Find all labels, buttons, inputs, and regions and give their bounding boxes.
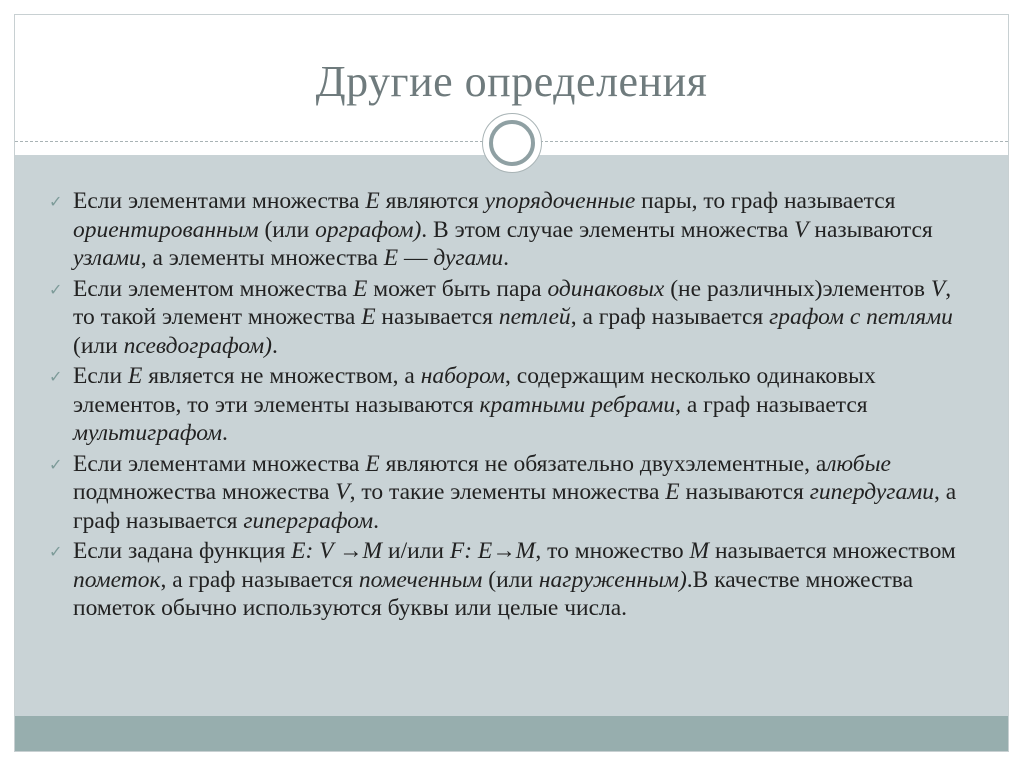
bullet-text-segment: может быть пара [367,275,548,302]
bullet-text-segment: — [398,245,434,271]
bullet-text-segment: нагруженным) [538,566,687,593]
bullet-text-segment: , а граф называется [160,566,359,593]
bullet-item [49,537,969,623]
bullet-text-segment: E [365,450,380,477]
bullet-text-segment: , а граф называется [73,479,957,534]
bullet-text-segment: E [365,188,380,214]
bullet-text-segment: упорядоченные [484,188,636,214]
bullet-text-segment: E [383,245,399,271]
bullet-text-segment: E [665,479,680,505]
bullet-text-segment: дугами [433,245,504,271]
bullet-item [49,275,969,361]
bullet-text-segment: .В качестве множества пометок обычно используются буквы или целые числа. [73,566,914,621]
bullet-text-segment: , содержащим несколько одинаковых элементов, то эти элементы называются [73,363,876,418]
bullet-text-segment: E [361,304,376,330]
bullet-text-segment: Если элементами множества [73,188,366,214]
bullet-text-segment: является не множеством, а [142,363,421,389]
bullet-text-segment: , а граф называется [570,304,770,330]
slide-title: Другие определения [315,56,708,106]
bullet-text-segment: одинаковых [547,275,665,302]
bullet-text-segment: помеченным [358,566,483,593]
bullet-text-segment: . [503,245,509,271]
bullet-text-segment: . [272,332,278,359]
bottom-band [15,716,1008,751]
bullet-text-segment: называется множеством [709,538,956,564]
bullet-text-segment: , а граф называется [675,391,868,418]
bullet-text-segment: Если задана функция [73,538,292,564]
bullet-text-segment: F: E [449,538,493,564]
bullet-text-segment: называются [679,479,810,505]
bullet-text-segment: . [222,420,228,446]
bullet-item [49,362,969,448]
bullet-text-segment: , то такой элемент множества [73,275,952,330]
checkmark-icon: ✓ [49,279,63,299]
bullet-text-segment: , а элементы множества [140,245,384,271]
bullet-text-segment: псевдографом) [123,332,273,359]
bullet-text-segment: узлами [73,245,141,271]
bullet-text-segment: → [492,538,516,564]
checkmark-icon: ✓ [49,454,63,474]
bullet-text-segment: (или [73,332,124,359]
bullet-text-segment: E [353,275,368,302]
bullet-text-segment: являются не обязательно двухэлементные, а [379,450,827,477]
bullet-text-segment: графом с петлями [769,304,953,330]
bullet-text-segment: V [335,479,350,505]
circle-ornament-icon [482,113,542,173]
bullet-text-segment: называется [375,304,499,330]
bullet-text-segment: набором [420,363,506,389]
bullet-text-segment: подмножества множества [73,479,336,505]
slide-frame [14,14,1009,752]
bullet-text-segment: гипердугами [809,479,934,505]
bullet-text-segment: V [930,275,946,302]
bullet-text-segment: мультиграфом [73,420,223,446]
bullet-text-segment: → [339,538,363,564]
bullet-text-segment: M [515,538,536,564]
bullet-list [49,187,969,625]
bullet-text-segment: гиперграфом [243,507,374,534]
bullet-text-segment: пометок [73,566,161,593]
bullet-text-segment: E [127,363,143,389]
bullet-text-segment: орграфом) [315,216,422,243]
bullet-text-segment: . В этом случае элементы множества [421,216,795,243]
bullet-text-segment: E: V [291,538,340,564]
bullet-text-segment: M [362,538,383,564]
bullet-text-segment: любые [826,450,891,477]
bullet-text-segment: называются [808,216,933,243]
bullet-item [49,450,969,536]
bullet-text-segment: , то множество [535,538,690,564]
circle-ornament-inner [489,120,535,166]
bullet-text-segment: (не различных)элементов [664,275,931,302]
bullet-text-segment: . [373,507,379,534]
bullet-text-segment: Если элементом множества [73,275,354,302]
bullet-text-segment: ориентированным [73,216,259,243]
bullet-text-segment: Если элементами множества [73,450,366,477]
checkmark-icon: ✓ [49,542,63,561]
bullet-text-segment: (или [482,566,539,593]
content-panel [15,155,1008,718]
bullet-text-segment: и/или [382,538,450,564]
bullet-text-segment: V [794,216,809,243]
bullet-text-segment: являются [379,188,485,214]
checkmark-icon: ✓ [49,367,63,386]
bullet-text-segment: кратными ребрами [479,391,676,418]
bullet-text-segment: (или [258,216,316,243]
bullet-text-segment: , то такие элементы множества [349,479,666,505]
bullet-text-segment: петлей [498,304,571,330]
bullet-text-segment: M [689,538,710,564]
bullet-text-segment: Если [73,363,128,389]
checkmark-icon: ✓ [49,192,63,211]
bullet-item [49,187,969,273]
bullet-text-segment: пары, то граф называется [635,188,896,214]
